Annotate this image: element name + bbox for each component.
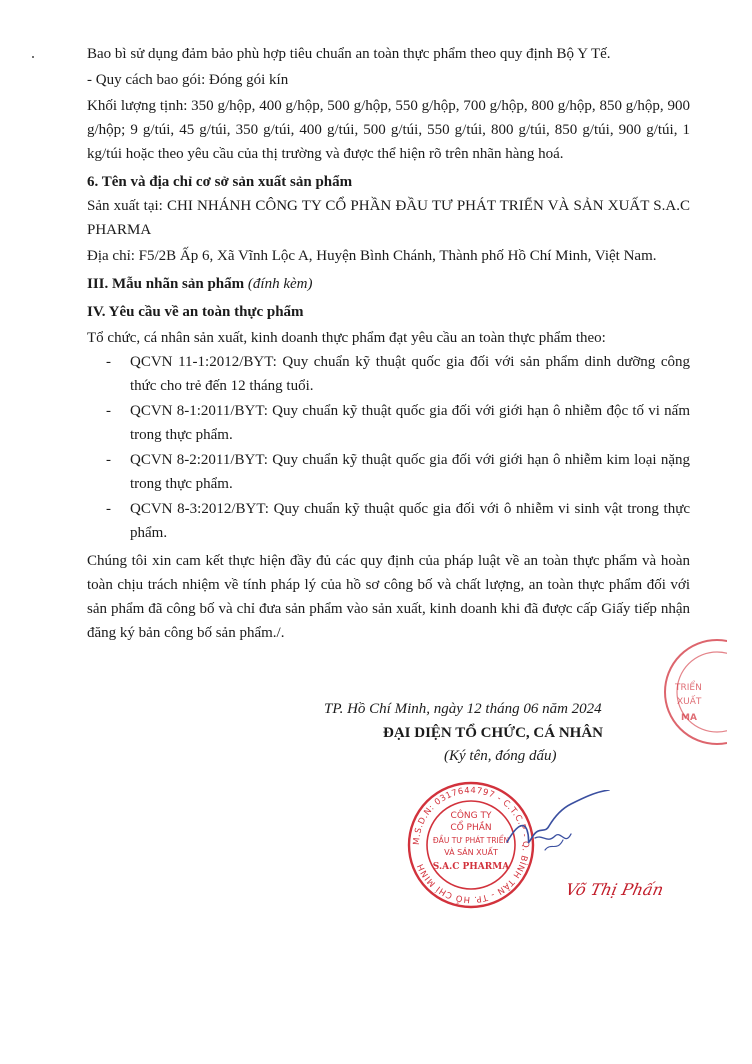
scan-speck [32, 56, 34, 58]
svg-text:TRIỂN: TRIỂN [675, 683, 702, 693]
section-4-heading: IV. Yêu cầu về an toàn thực phẩm [87, 304, 304, 320]
document-body [87, 42, 690, 645]
sign-stamp-note: (Ký tên, đóng dấu) [444, 748, 557, 764]
svg-text:VÀ SẢN XUẤT: VÀ SẢN XUẤT [444, 848, 498, 857]
partial-seal-image [655, 632, 727, 752]
address-text: Địa chỉ: F5/2B Ấp 6, Xã Vĩnh Lộc A, Huyện Bình Chánh, Thành phố Hồ Chí Minh, Việt Nam. [87, 248, 657, 264]
requirement-item: - QCVN 8-3:2012/BYT: Quy chuẩn kỹ thuật quốc gia đối với ô nhiễm vi sinh vật trong thực phẩm. [87, 497, 690, 545]
section-3-title: III. Mẫu nhãn sản phẩm [87, 276, 245, 292]
signer-name: Võ Thị Phấn [564, 880, 666, 899]
produced-at-text: Sản xuất tại: CHI NHÁNH CÔNG TY CỔ PHẦN ĐẦU TƯ PHÁT TRIỂN VÀ SẢN XUẤT S.A.C PHARMA [87, 198, 690, 238]
svg-text:M.S.D.N: 0317644797 - C.T.C.P: M.S.D.N: 0317644797 - C.T.C.P - Q. BÌNH TÂN - TP. HỒ CHÍ MINH [411, 785, 531, 905]
section-6-heading: 6. Tên và địa chỉ cơ sở sản xuất sản phẩm [87, 174, 353, 190]
representative-title: ĐẠI DIỆN TỔ CHỨC, CÁ NHÂN [383, 725, 604, 741]
requirements-intro: Tổ chức, cá nhân sản xuất, kinh doanh thực phẩm đạt yêu cầu an toàn thực phẩm theo: [87, 330, 606, 346]
section-3-heading [87, 272, 690, 296]
commitment-paragraph: Chúng tôi xin cam kết thực hiện đầy đủ các quy định của pháp luật về an toàn thực phẩm và hoàn toàn chịu trách nhiệm về tính pháp lý của hồ sơ công bố và chất lượng, an toàn thực phẩm đối với sản phẩm đã công bố và chỉ đưa sản phẩm vào sản xuất, kinh doanh khi đã được cấp Giấy tiếp nhận đăng ký bản công bố sản phẩm./. [87, 553, 690, 641]
svg-text:CÔNG TY: CÔNG TY [450, 811, 492, 821]
svg-text:CỔ PHẦN: CỔ PHẦN [450, 823, 492, 833]
svg-text:MA: MA [681, 713, 697, 723]
svg-text:S.A.C PHARMA: S.A.C PHARMA [432, 862, 510, 872]
requirements-list [87, 350, 690, 545]
place-date: TP. Hồ Chí Minh, ngày 12 tháng 06 năm 2024 [324, 701, 602, 717]
section-3-note: (đính kèm) [247, 276, 313, 292]
net-weight-text: Khối lượng tịnh: 350 g/hộp, 400 g/hộp, 500 g/hộp, 550 g/hộp, 700 g/hộp, 800 g/hộp, 850 g/hộp, 900 g/hộp; 9 g/túi, 45 g/túi, 350 g/túi, 400 g/túi, 500 g/túi, 550 g/túi, 800 g/túi, 850 g/túi, 900 g/túi, 1 kg/túi hoặc theo yêu cầu của thị trường và được thể hiện rõ trên nhãn hàng hoá. [87, 98, 690, 162]
svg-text:XUẤT: XUẤT [677, 697, 702, 707]
requirement-item: - QCVN 8-1:2011/BYT: Quy chuẩn kỹ thuật quốc gia đối với giới hạn ô nhiễm độc tố vi nấm trong thực phẩm. [87, 399, 690, 447]
svg-text:ĐẦU TƯ PHÁT TRIỂN: ĐẦU TƯ PHÁT TRIỂN [432, 836, 510, 845]
requirement-item: - QCVN 11-1:2012/BYT: Quy chuẩn kỹ thuật quốc gia đối với sản phẩm dinh dưỡng công thức cho trẻ đến 12 tháng tuổi. [87, 350, 690, 398]
packaging-safety-text: Bao bì sử dụng đảm bảo phù hợp tiêu chuẩn an toàn thực phẩm theo quy định Bộ Y Tế. [87, 46, 611, 62]
requirement-item: - QCVN 8-2:2011/BYT: Quy chuẩn kỹ thuật quốc gia đối với giới hạn ô nhiễm kim loại nặng trong thực phẩm. [87, 448, 690, 496]
handwritten-signature [505, 790, 615, 870]
packaging-method-text: - Quy cách bao gói: Đóng gói kín [87, 72, 289, 88]
